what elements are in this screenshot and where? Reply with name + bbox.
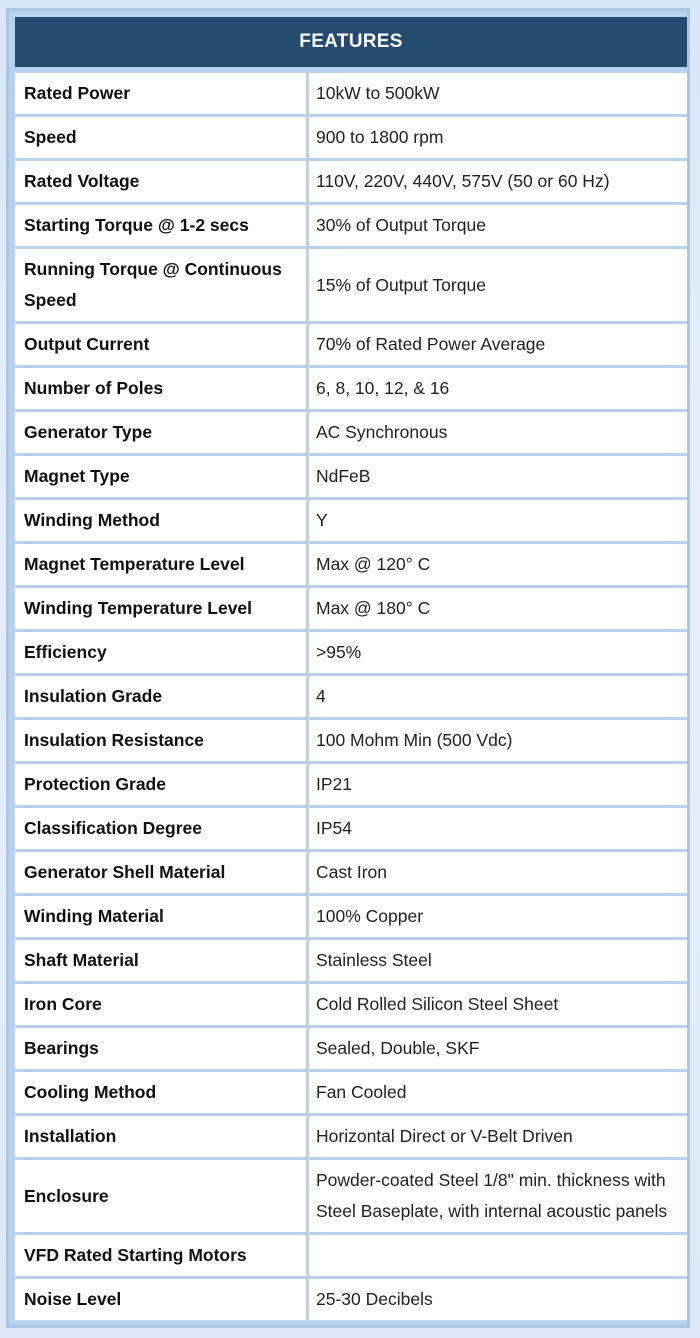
table-row — [15, 117, 687, 158]
feature-value: 110V, 220V, 440V, 575V (50 or 60 Hz) — [309, 161, 687, 202]
feature-value: AC Synchronous — [309, 412, 687, 453]
table-row — [15, 940, 687, 981]
feature-value: Powder-coated Steel 1/8" min. thickness with Steel Baseplate, with internal acoustic panels — [309, 1160, 687, 1232]
table-row — [15, 544, 687, 585]
table-row — [15, 412, 687, 453]
feature-value: 4 — [309, 676, 687, 717]
feature-value: 15% of Output Torque — [309, 249, 687, 321]
feature-value: Fan Cooled — [309, 1072, 687, 1113]
table-row — [15, 720, 687, 761]
feature-label: Winding Method — [15, 500, 309, 541]
table-row — [15, 249, 687, 321]
table-row — [15, 1028, 687, 1069]
feature-label: Installation — [15, 1116, 309, 1157]
feature-label: Protection Grade — [15, 764, 309, 805]
feature-label: Insulation Resistance — [15, 720, 309, 761]
table-row — [15, 852, 687, 893]
feature-label: Rated Voltage — [15, 161, 309, 202]
feature-value: 100 Mohm Min (500 Vdc) — [309, 720, 687, 761]
table-row — [15, 205, 687, 246]
feature-value: >95% — [309, 632, 687, 673]
feature-label: Starting Torque @ 1-2 secs — [15, 205, 309, 246]
table-row — [15, 368, 687, 409]
feature-value: Sealed, Double, SKF — [309, 1028, 687, 1069]
feature-label: Running Torque @ Continuous Speed — [15, 249, 309, 321]
table-header-title: FEATURES — [15, 17, 687, 67]
feature-value: Max @ 180° C — [309, 588, 687, 629]
feature-value: 6, 8, 10, 12, & 16 — [309, 368, 687, 409]
feature-label: Enclosure — [15, 1160, 309, 1232]
feature-label: Bearings — [15, 1028, 309, 1069]
table-row — [15, 1116, 687, 1157]
feature-value: IP21 — [309, 764, 687, 805]
feature-value: Cast Iron — [309, 852, 687, 893]
feature-label: Output Current — [15, 324, 309, 365]
feature-value: 10kW to 500kW — [309, 73, 687, 114]
table-row — [15, 1235, 687, 1276]
feature-label: Efficiency — [15, 632, 309, 673]
feature-value — [309, 1235, 687, 1276]
table-row — [15, 676, 687, 717]
table-row — [15, 764, 687, 805]
table-row — [15, 456, 687, 497]
feature-label: Rated Power — [15, 73, 309, 114]
feature-label: Magnet Temperature Level — [15, 544, 309, 585]
feature-value: NdFeB — [309, 456, 687, 497]
feature-label: Shaft Material — [15, 940, 309, 981]
table-row — [15, 500, 687, 541]
feature-label: Cooling Method — [15, 1072, 309, 1113]
feature-value: Horizontal Direct or V-Belt Driven — [309, 1116, 687, 1157]
feature-label: Generator Shell Material — [15, 852, 309, 893]
table-row — [15, 324, 687, 365]
feature-value: 25-30 Decibels — [309, 1279, 687, 1320]
features-table-frame — [6, 8, 690, 1328]
feature-label: Iron Core — [15, 984, 309, 1025]
features-table — [15, 70, 687, 1323]
feature-label: Classification Degree — [15, 808, 309, 849]
table-row — [15, 1072, 687, 1113]
table-row — [15, 632, 687, 673]
feature-value: Stainless Steel — [309, 940, 687, 981]
feature-label: Generator Type — [15, 412, 309, 453]
table-row — [15, 984, 687, 1025]
feature-label: Speed — [15, 117, 309, 158]
feature-value: 900 to 1800 rpm — [309, 117, 687, 158]
feature-label: Winding Temperature Level — [15, 588, 309, 629]
feature-value: 30% of Output Torque — [309, 205, 687, 246]
feature-value: Cold Rolled Silicon Steel Sheet — [309, 984, 687, 1025]
feature-label: Noise Level — [15, 1279, 309, 1320]
feature-value: IP54 — [309, 808, 687, 849]
feature-value: 100% Copper — [309, 896, 687, 937]
table-row — [15, 588, 687, 629]
feature-label: Magnet Type — [15, 456, 309, 497]
table-row — [15, 808, 687, 849]
feature-value: Y — [309, 500, 687, 541]
table-row — [15, 1160, 687, 1232]
feature-label: Number of Poles — [15, 368, 309, 409]
feature-label: Winding Material — [15, 896, 309, 937]
feature-value: 70% of Rated Power Average — [309, 324, 687, 365]
table-row — [15, 73, 687, 114]
table-row — [15, 896, 687, 937]
feature-label: Insulation Grade — [15, 676, 309, 717]
feature-label: VFD Rated Starting Motors — [15, 1235, 309, 1276]
feature-value: Max @ 120° C — [309, 544, 687, 585]
table-row — [15, 1279, 687, 1320]
table-row — [15, 161, 687, 202]
